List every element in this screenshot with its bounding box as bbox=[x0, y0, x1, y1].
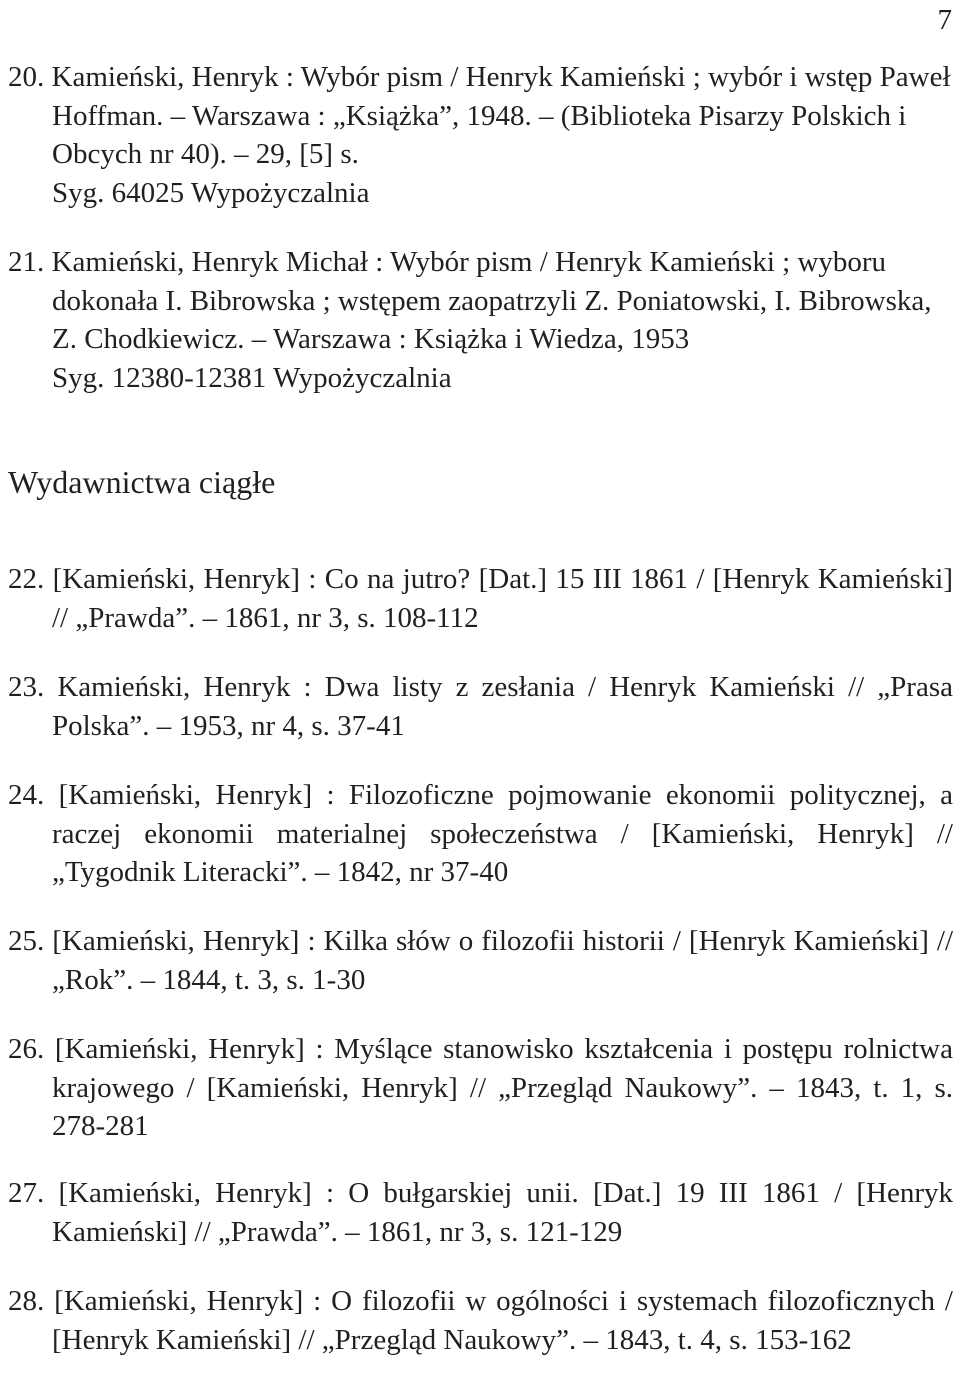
page-number: 7 bbox=[937, 4, 952, 36]
entry-signature: Syg. 64025 Wypożyczalnia bbox=[52, 176, 370, 209]
entry-text: 21. Kamieński, Henryk Michał : Wybór pism / Henryk Kamieński ; wyboru dokonała I. Bibrowska ; wstępem zaopatrzyli Z. Poniatowski, I. Bibrowska, Z. Chodkiewicz. – Warszawa : Książka i Wiedza, 1953 bbox=[8, 246, 932, 355]
bibliography-entry-25 bbox=[8, 922, 953, 999]
bibliography-entry-23 bbox=[8, 668, 953, 745]
entry-text: 28. [Kamieński, Henryk] : O filozofii w ogólności i systemach filozoficznych / [Henryk Kamieński] // „Przegląd Naukowy”. – 1843, t. 4, s. 153-162 bbox=[8, 1285, 953, 1356]
entry-text: 20. Kamieński, Henryk : Wybór pism / Henryk Kamieński ; wybór i wstęp Paweł Hoffman. – Warszawa : „Książka”, 1948. – (Biblioteka Pisarzy Polskich i Obcych nr 40). – 29, [5] s. bbox=[8, 61, 951, 170]
entry-text: 27. [Kamieński, Henryk] : O bułgarskiej unii. [Dat.] 19 III 1861 / [Henryk Kamieński] // „Prawda”. – 1861, nr 3, s. 121-129 bbox=[8, 1177, 953, 1248]
entry-signature: Syg. 12380-12381 Wypożyczalnia bbox=[52, 361, 452, 394]
entry-text: 26. [Kamieński, Henryk] : Myślące stanowisko kształcenia i postępu rolnictwa krajowego / [Kamieński, Henryk] // „Przegląd Naukowy”. – 1843, t. 1, s. 278-281 bbox=[8, 1033, 953, 1142]
entry-text: 22. [Kamieński, Henryk] : Co na jutro? [Dat.] 15 III 1861 / [Henryk Kamieński] // „Prawda”. – 1861, nr 3, s. 108-112 bbox=[8, 563, 953, 634]
bibliography-entry-20 bbox=[8, 58, 953, 212]
bibliography-entry-28 bbox=[8, 1282, 953, 1359]
bibliography-entry-21 bbox=[8, 243, 953, 397]
section-heading: Wydawnictwa ciągłe bbox=[8, 464, 276, 500]
bibliography-entry-26 bbox=[8, 1030, 953, 1146]
entry-text: 25. [Kamieński, Henryk] : Kilka słów o filozofii historii / [Henryk Kamieński] // „Rok”. – 1844, t. 3, s. 1-30 bbox=[8, 925, 953, 996]
entry-text: 24. [Kamieński, Henryk] : Filozoficzne pojmowanie ekonomii politycznej, a raczej ekonomii materialnej społeczeństwa / [Kamieński, Henryk] // „Tygodnik Literacki”. – 1842, nr 37-40 bbox=[8, 779, 953, 888]
bibliography-entry-27 bbox=[8, 1174, 953, 1251]
entry-text: 23. Kamieński, Henryk : Dwa listy z zesłania / Henryk Kamieński // „Prasa Polska”. – 1953, nr 4, s. 37-41 bbox=[8, 671, 953, 742]
bibliography-entry-22 bbox=[8, 560, 953, 637]
bibliography-entry-24 bbox=[8, 776, 953, 892]
